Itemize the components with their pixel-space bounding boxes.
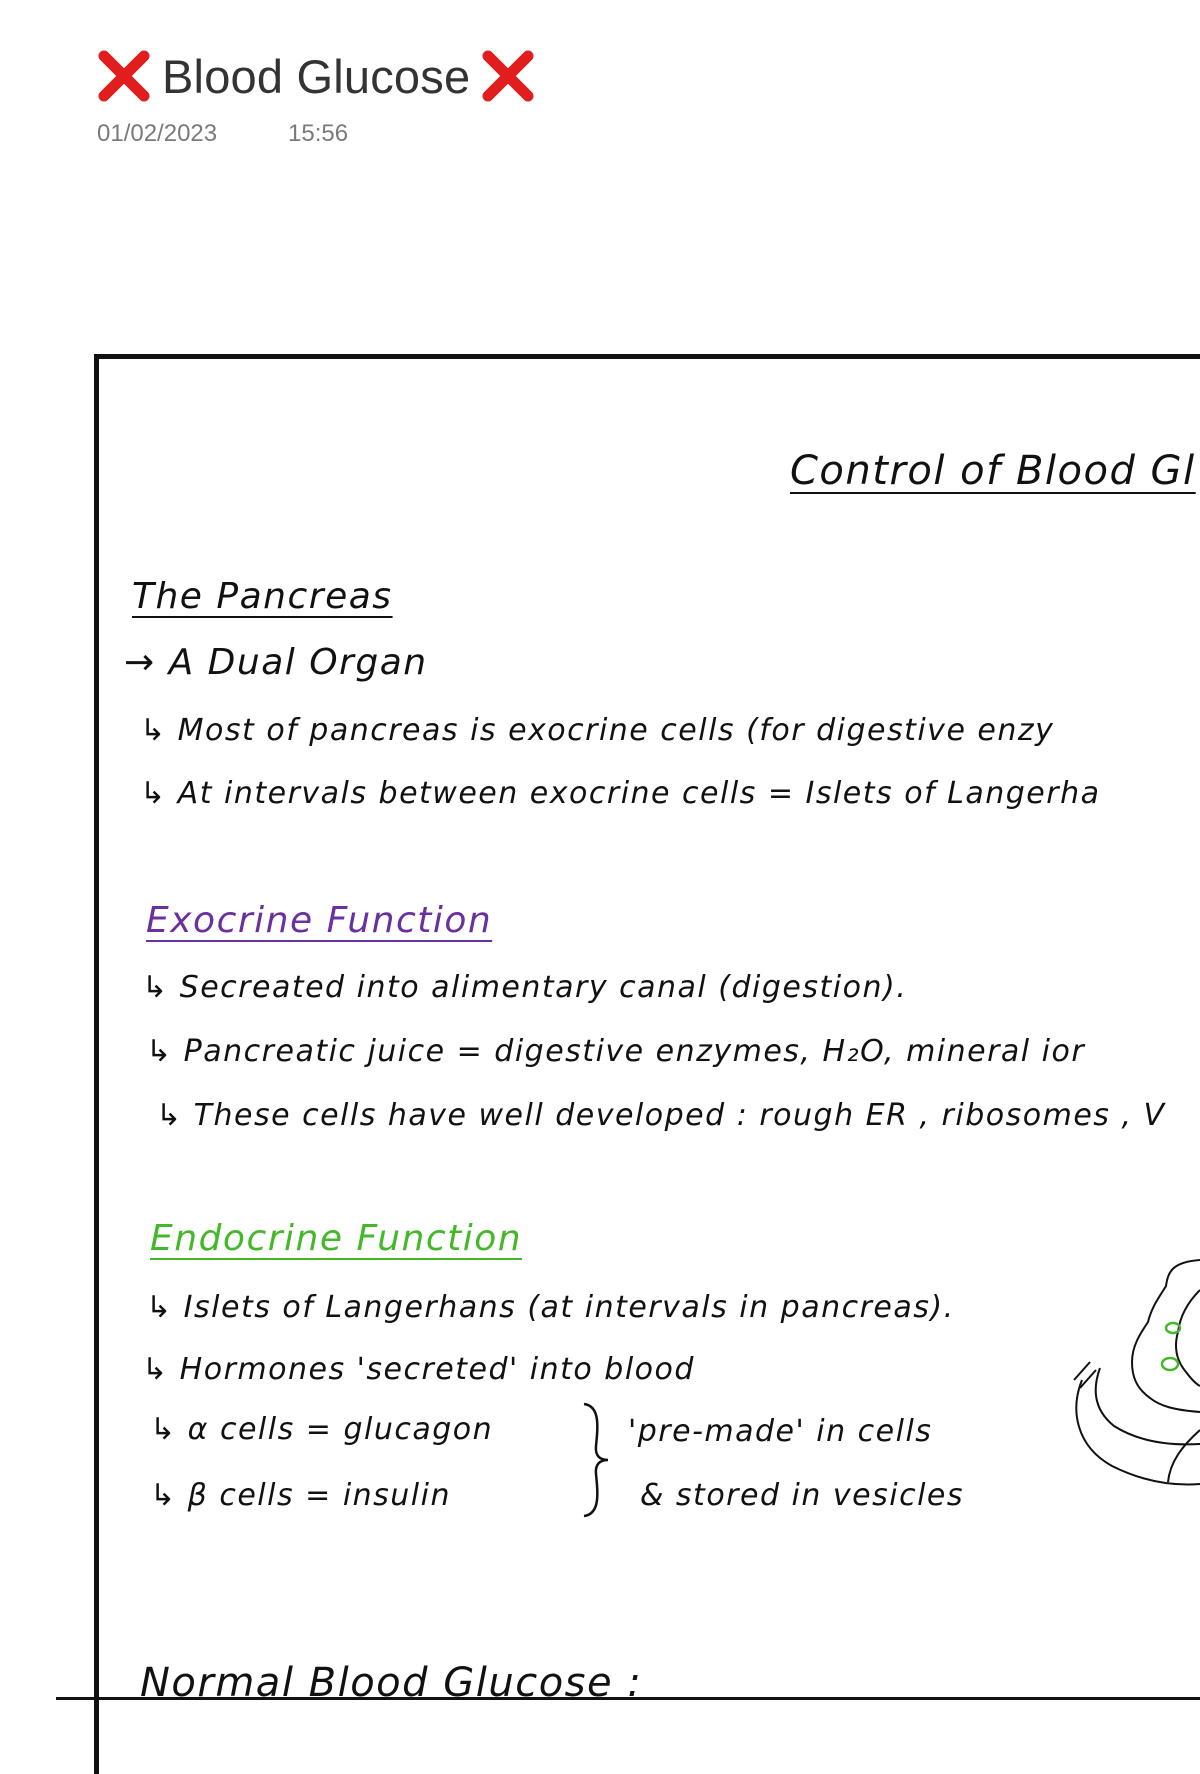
- section-heading-pancreas: The Pancreas: [132, 576, 393, 617]
- islet-diagram-sketch: [1060, 1250, 1200, 1530]
- note-time: 15:56: [288, 120, 349, 147]
- brace-note: & stored in vesicles: [640, 1478, 965, 1513]
- brace-note: 'pre-made' in cells: [628, 1414, 933, 1449]
- note-main-title: Control of Blood Gl: [790, 448, 1196, 494]
- note-title-row: [96, 46, 536, 106]
- endocrine-point: ↳ Islets of Langerhans (at intervals in pancreas).: [146, 1290, 955, 1325]
- cross-mark-icon: [480, 48, 536, 104]
- endocrine-point: ↳ β cells = insulin: [150, 1478, 451, 1513]
- pancreas-point: ↳ At intervals between exocrine cells = Islets of Langerha: [140, 776, 1101, 811]
- pancreas-point: → A Dual Organ: [124, 642, 428, 683]
- pancreas-point: ↳ Most of pancreas is exocrine cells (for digestive enzy: [140, 713, 1055, 748]
- exocrine-point: ↳ Pancreatic juice = digestive enzymes, H₂O, mineral ior: [146, 1034, 1086, 1069]
- cross-mark-icon: [96, 48, 152, 104]
- exocrine-point: ↳ These cells have well developed : rough ER , ribosomes , V: [156, 1098, 1166, 1133]
- section-heading-normal-blood-glucose: Normal Blood Glucose :: [140, 1660, 643, 1706]
- section-heading-exocrine: Exocrine Function: [146, 900, 493, 941]
- section-heading-endocrine: Endocrine Function: [150, 1218, 523, 1259]
- exocrine-point: ↳ Secreated into alimentary canal (digestion).: [142, 970, 908, 1005]
- note-date: 01/02/2023: [97, 120, 218, 147]
- curly-brace-icon: [578, 1400, 612, 1520]
- endocrine-point: ↳ Hormones 'secreted' into blood: [142, 1352, 695, 1387]
- note-meta: [97, 120, 349, 148]
- note-title[interactable]: Blood Glucose: [162, 49, 471, 103]
- endocrine-point: ↳ α cells = glucagon: [150, 1412, 494, 1447]
